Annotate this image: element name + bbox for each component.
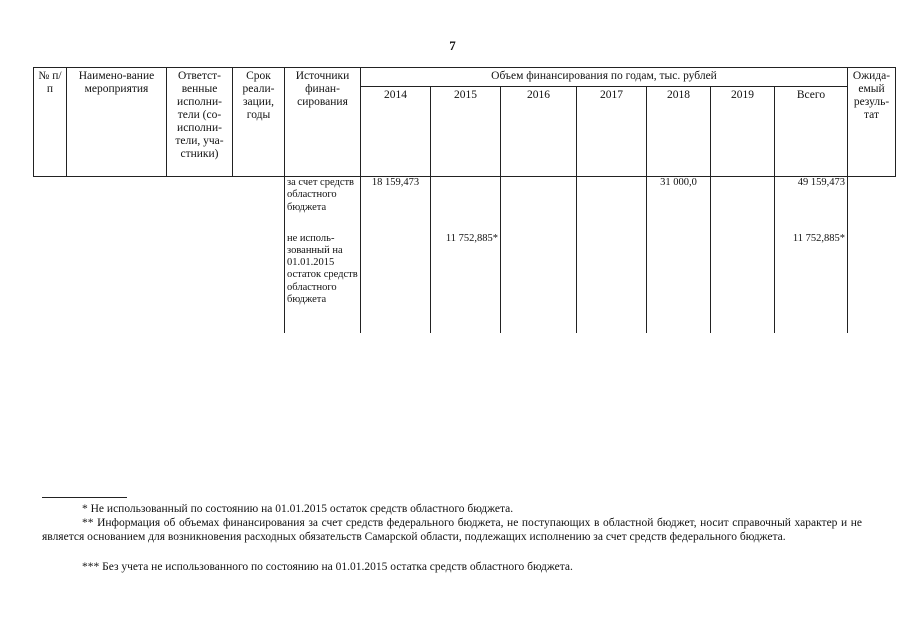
header-responsible: Ответст-венные исполни-тели (со-исполни-тели, уча-стники): [167, 68, 233, 177]
header-name: Наимено-вание мероприятия: [67, 68, 167, 177]
table-row: [34, 233, 896, 333]
header-sources: Источники финан-сирования: [285, 68, 361, 177]
cell-total: 11 752,885*: [775, 233, 848, 333]
row-source: не исполь-зованный на 01.01.2015 остаток средств областного бюджета: [285, 233, 361, 333]
header-year-2017: 2017: [577, 86, 647, 176]
cell-2015: 11 752,885*: [431, 233, 501, 333]
header-no: № п/п: [34, 68, 67, 177]
footnote-divider: [42, 497, 127, 498]
cell-total: 49 159,473: [775, 177, 848, 233]
header-volume: Объем финансирования по годам, тыс. рублей: [361, 68, 848, 87]
footnote-1: * Не использованный по состоянию на 01.01.2015 остаток средств областного бюджета.: [82, 503, 514, 515]
page-number: 7: [449, 38, 456, 53]
footnote-3: *** Без учета не использованного по состоянию на 01.01.2015 остатка средств областного бюджета.: [82, 561, 573, 573]
footnote-2: ** Информация об объемах финансирования за счет средств федерального бюджета, не поступающих в областной бюджет, носит справочный характер и не является основанием для возникновения расходных обязательств Самарской области, подлежащих исполнению за счет средств федерального бюджета.: [42, 517, 862, 543]
header-year-2019: 2019: [711, 86, 775, 176]
header-year-2018: 2018: [647, 86, 711, 176]
header-total: Всего: [775, 86, 848, 176]
financing-table: [33, 67, 896, 333]
header-year-2015: 2015: [431, 86, 501, 176]
table-row: [34, 177, 896, 233]
header-year-2014: 2014: [361, 86, 431, 176]
header-result: Ожида-емый резуль-тат: [848, 68, 896, 177]
header-year-2016: 2016: [501, 86, 577, 176]
row-source: за счет средств областного бюджета: [285, 177, 361, 233]
cell-2014: 18 159,473: [361, 177, 431, 233]
header-term: Срок реали-зации, годы: [233, 68, 285, 177]
cell-2018: 31 000,0: [647, 177, 711, 233]
